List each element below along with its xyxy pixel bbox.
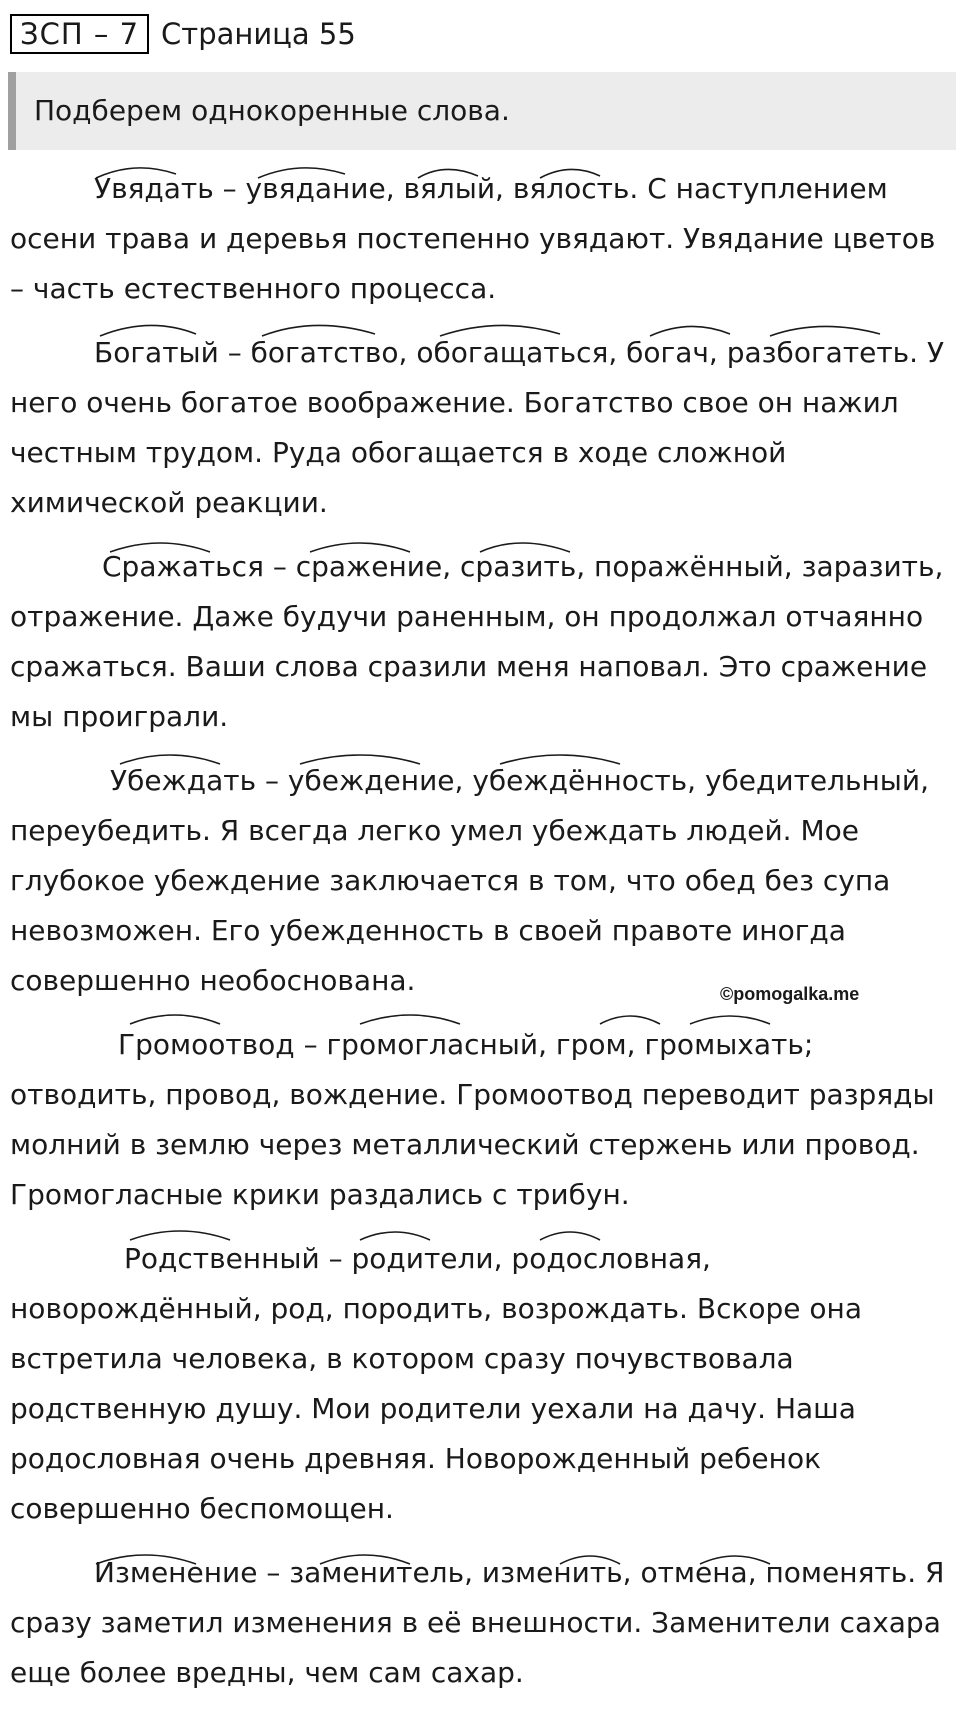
word-group: Убеждать – убеждение, убеждённость, убедительный, переубедить. — [10, 764, 930, 847]
example-sentences: Я всегда легко умел убеждать людей. Мое глубокое убеждение заключается в том, что обед без супа невозможен. Его убежденность в своей правоте иногда совершенно необоснована. — [10, 814, 891, 997]
example-sentences: С наступлением осени трава и деревья постепенно увядают. Увядание цветов – часть естественного процесса. — [10, 172, 936, 305]
watermark: ©pomogalka.me — [720, 984, 860, 1004]
page-number-label: Страница 55 — [161, 17, 356, 51]
example-sentences: Я сразу заметил изменения в её внешности. Заменители сахара еще более вредны, чем сам сахар. — [10, 1556, 945, 1689]
example-sentences: Вскоре она встретила человека, в котором сразу почувствовала родственную душу. Мои родители уехали на дачу. Наша родословная очень древняя. Новорожденный ребенок совершенно беспомощен. — [10, 1292, 863, 1525]
exercise-content — [10, 164, 956, 1712]
word-group: Громоотвод – громогласный, гром, громыхать; отводить, провод, вождение. — [10, 1028, 814, 1111]
word-group: Сражаться – сражение, сразить, поражённый, заразить, отражение. — [10, 550, 944, 633]
paragraph-srazhatsya — [10, 542, 956, 742]
paragraph-gromootvod — [10, 1020, 956, 1220]
paragraph-uvyadat — [10, 164, 956, 314]
paragraph-bogatyy — [10, 328, 956, 528]
word-group: Изменение – заменитель, изменить, отмена, поменять. — [94, 1556, 926, 1589]
paragraph-rodstvennyy — [10, 1234, 956, 1534]
example-sentences: Громоотвод переводит разряды молний в землю через металлический стержень или провод. Громогласные крики раздались с трибун. — [10, 1078, 935, 1211]
word-group: Родственный – родители, родословная, новорождённый, род, породить, возрождать. — [10, 1242, 711, 1325]
example-sentences: Даже будучи раненным, он продолжал отчаянно сражаться. Ваши слова сразили меня наповал. Это сражение мы проиграли. — [10, 600, 928, 733]
task-banner: Подберем однокоренные слова. — [8, 72, 956, 150]
book-code-box: ЗСП – 7 — [10, 14, 149, 54]
example-sentences: У него очень богатое воображение. Богатство свое он нажил честным трудом. Руда обогащается в ходе сложной химической реакции. — [10, 336, 945, 519]
word-group: Увядать – увядание, вялый, вялость. — [94, 172, 648, 205]
paragraph-ubezhdat — [10, 756, 956, 1006]
word-group: Богатый – богатство, обогащаться, богач, разбогатеть. — [94, 336, 927, 369]
paragraph-izmenenie — [10, 1548, 956, 1698]
page-header — [10, 14, 356, 54]
